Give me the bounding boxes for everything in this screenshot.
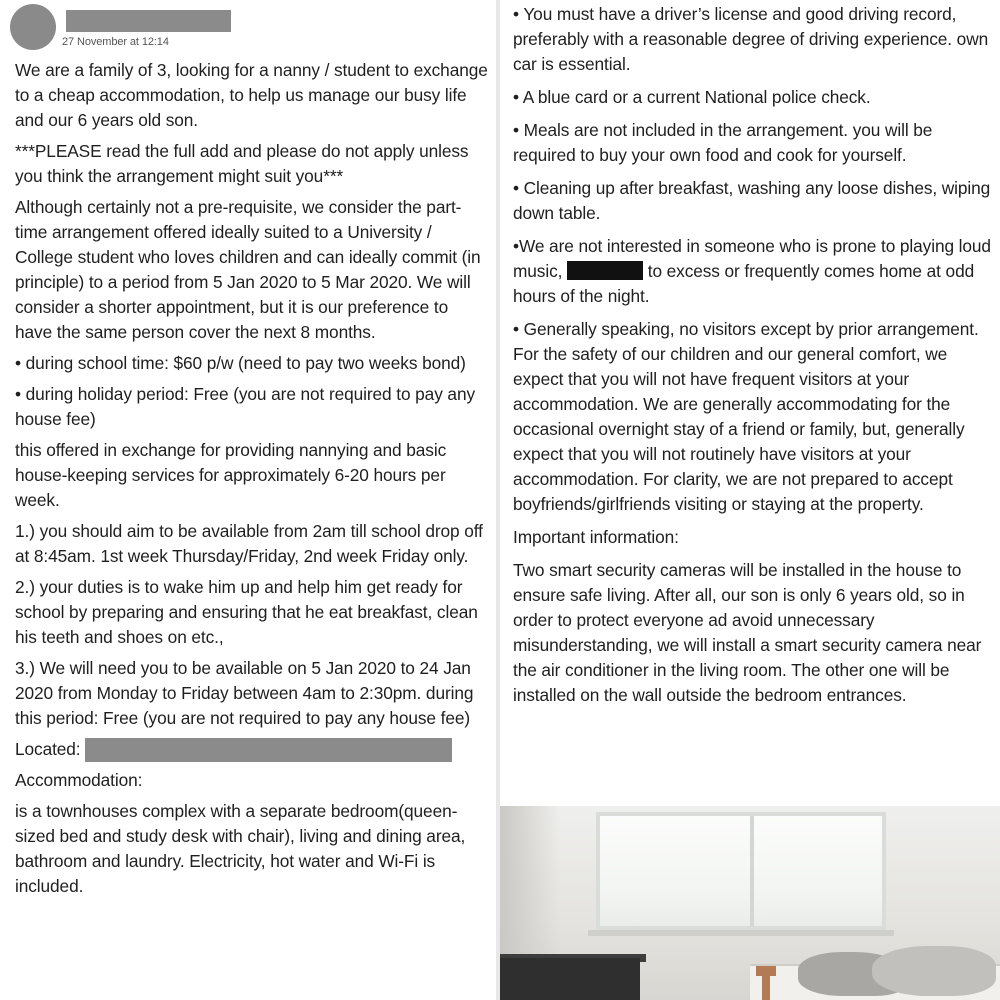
post-paragraph: We are a family of 3, looking for a nanny / student to exchange to a cheap accommodation, to help us manage our busy life and our 6 years old son. bbox=[15, 60, 488, 130]
accommodation-text: is a townhouses complex with a separate bedroom(queen-sized bed and study desk with chair), living and dining area, bathroom and laundry. Electricity, hot water and Wi-Fi is included. bbox=[15, 801, 466, 896]
paragraph-text-before: •We are not interested in someone who is prone to playing loud music, bbox=[513, 236, 991, 281]
post-paragraph: 2.) your duties is to wake him up and help him get ready for school by preparing and ensuring that he eat breakfast, clean his teeth and shoes on etc., bbox=[15, 577, 478, 647]
post-timestamp[interactable]: 27 November at 12:14 bbox=[62, 36, 169, 48]
photo-window-sill bbox=[588, 930, 894, 936]
redacted-location bbox=[85, 738, 452, 762]
post-paragraph: Although certainly not a pre-requisite, we consider the part-time arrangement offered ideally suited to a University / College student who loves children and can ideally commit (in principle) to a period from 5 Jan 2020 to 5 Mar 2020. We will consider a shorter appointment, but it is our preference to have the same person cover the next 8 months. bbox=[15, 197, 481, 342]
post-paragraph: • A blue card or a current National police check. bbox=[513, 87, 871, 107]
bedroom-photo[interactable] bbox=[500, 806, 1000, 1000]
post-paragraph: this offered in exchange for providing nannying and basic house-keeping services for approximately 6-20 hours per week. bbox=[15, 440, 447, 510]
photo-window bbox=[596, 812, 886, 930]
accommodation-label: Accommodation: bbox=[15, 770, 143, 790]
post-paragraph: • You must have a driver’s license and good driving record, preferably with a reasonable degree of driving experience. own car is essential. bbox=[513, 4, 989, 74]
post-paragraph: 3.) We will need you to be available on 5 Jan 2020 to 24 Jan 2020 from Monday to Friday between 4am to 2:30pm. during this period: Free (you are not required to pay any house fee) bbox=[15, 658, 474, 728]
post-paragraph: • Generally speaking, no visitors except by prior arrangement. For the safety of our children and our general comfort, we expect that you will not have frequent visitors at your accommodation. We are generally accommodating for the occasional overnight stay of a friend or family, but, generally expect that you will not routinely have visitors at your accommodation. For clarity, we are not prepared to accept boyfriends/girlfriends visiting or staying at the property. bbox=[513, 319, 979, 514]
post-body-left bbox=[15, 58, 489, 905]
post-paragraph: • Meals are not included in the arrangement. you will be required to buy your own food and cook for yourself. bbox=[513, 120, 933, 165]
post-paragraph: ***PLEASE read the full add and please do not apply unless you think the arrangement might suit you*** bbox=[15, 141, 469, 186]
photo-window-frame bbox=[750, 816, 754, 926]
paragraph-text-after: to excess or frequently comes home at odd hours of the night. bbox=[513, 261, 975, 306]
important-info-label: Important information: bbox=[513, 527, 679, 547]
post-paragraph: • Cleaning up after breakfast, washing any loose dishes, wiping down table. bbox=[513, 178, 991, 223]
redacted-author-name bbox=[66, 10, 231, 32]
post-paragraph: 1.) you should aim to be available from 2am till school drop off at 8:45am. 1st week Thursday/Friday, 2nd week Friday only. bbox=[15, 521, 483, 566]
post-left-column bbox=[0, 0, 496, 1000]
redacted-inline-word bbox=[567, 261, 643, 280]
photo-headboard bbox=[762, 974, 770, 1000]
photo-pillow bbox=[872, 946, 996, 996]
post-paragraph: • during school time: $60 p/w (need to pay two weeks bond) bbox=[15, 353, 466, 373]
located-label: Located: bbox=[15, 739, 81, 759]
located-row bbox=[15, 737, 489, 762]
post-body-right bbox=[513, 2, 991, 716]
photo-desk bbox=[500, 958, 640, 1000]
avatar[interactable] bbox=[10, 4, 56, 50]
post-paragraph-redacted bbox=[513, 234, 991, 309]
post-paragraph: Two smart security cameras will be installed in the house to ensure safe living. After all, our son is only 6 years old, so in order to protect everyone ad avoid unnecessary misunderstanding, we will install a smart security camera near the air conditioner in the living room. The other one will be installed on the wall outside the bedroom entrances. bbox=[513, 560, 982, 705]
post-paragraph: • during holiday period: Free (you are not required to pay any house fee) bbox=[15, 384, 475, 429]
